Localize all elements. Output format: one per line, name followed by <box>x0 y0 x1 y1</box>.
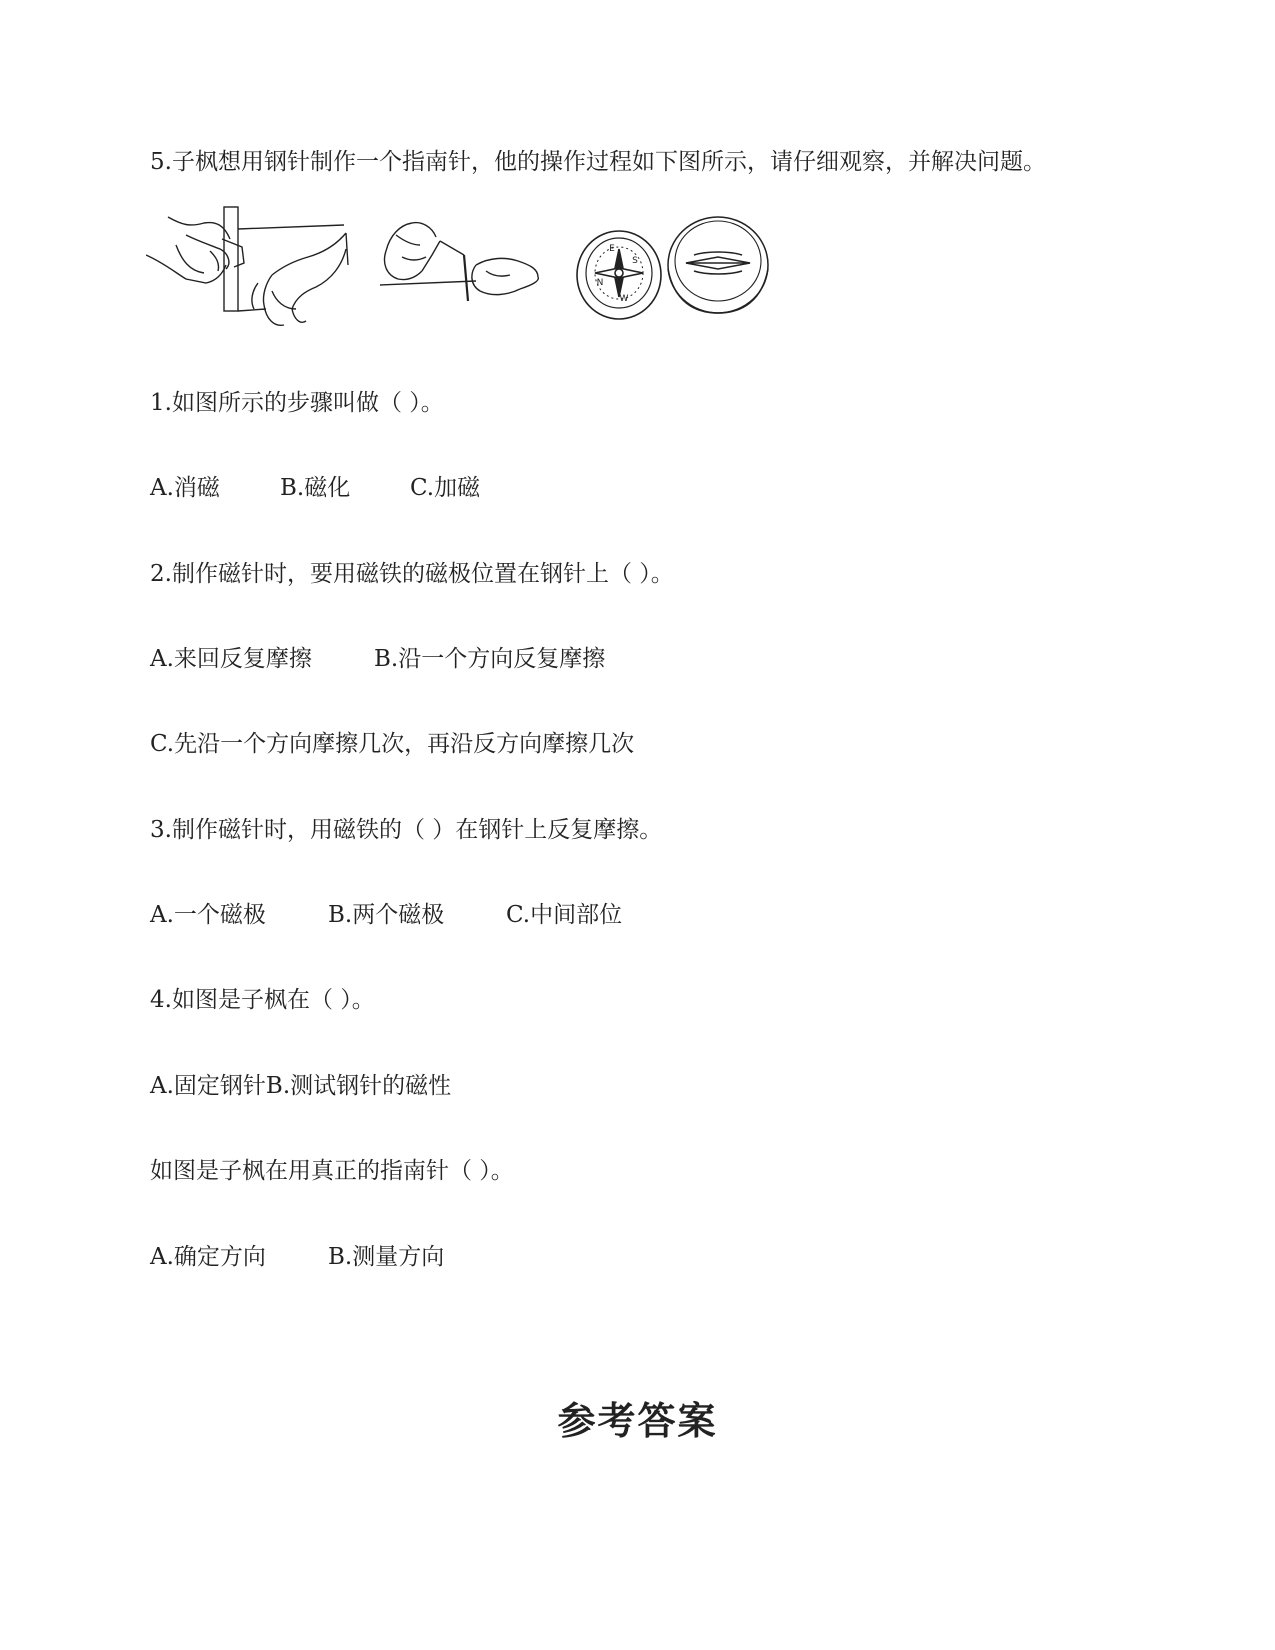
option-c[interactable]: C.中间部位 <box>506 902 623 928</box>
option-c[interactable]: C.加磁 <box>410 475 481 501</box>
question-3-stem: 3.制作磁针时，用磁铁的（ ）在钢针上反复摩擦。 <box>150 817 663 843</box>
question-intro: 5.子枫想用钢针制作一个指南针，他的操作过程如下图所示，请仔细观察，并解决问题。 <box>150 149 1046 175</box>
option-a[interactable]: A.确定方向 <box>150 1244 266 1270</box>
question-2-stem: 2.制作磁针时，要用磁铁的磁极位置在钢针上（ ）。 <box>150 561 674 587</box>
rubbing-needle-illustration <box>146 207 348 325</box>
floating-needle-dish-illustration <box>668 217 768 313</box>
question-4-options[interactable]: A.固定钢针B.测试钢针的磁性 <box>150 1073 452 1099</box>
option-b[interactable]: B.两个磁极 <box>328 902 445 928</box>
thread-needle-illustration <box>380 223 538 301</box>
compass-letter-e: E <box>609 244 615 254</box>
question-1-stem: 1.如图所示的步骤叫做（ ）。 <box>150 390 444 416</box>
question-4-stem: 4.如图是子枫在（ ）。 <box>150 987 375 1013</box>
question-3-options <box>150 900 622 930</box>
option-a[interactable]: A.一个磁极 <box>150 902 266 928</box>
option-b[interactable]: B.沿一个方向反复摩擦 <box>374 646 606 672</box>
option-b[interactable]: B.测量方向 <box>328 1244 445 1270</box>
compass-illustration <box>577 231 661 319</box>
needle-magnetizing-figure <box>146 205 806 333</box>
question-2-options <box>150 644 605 674</box>
question-5-options <box>150 1242 444 1272</box>
question-1-options <box>150 473 480 503</box>
answer-section-title: 参考答案 <box>557 1399 718 1443</box>
compass-letter-w: W <box>619 294 629 304</box>
compass-letter-n: N <box>596 278 604 288</box>
option-a[interactable]: A.消磁 <box>150 475 220 501</box>
question-5-stem: 如图是子枫在用真正的指南针（ ）。 <box>150 1158 514 1184</box>
question-2-option-c[interactable]: C.先沿一个方向摩擦几次，再沿反方向摩擦几次 <box>150 731 635 757</box>
compass-letter-s: S <box>632 256 638 266</box>
option-b[interactable]: B.磁化 <box>280 475 351 501</box>
option-a[interactable]: A.来回反复摩擦 <box>150 646 312 672</box>
